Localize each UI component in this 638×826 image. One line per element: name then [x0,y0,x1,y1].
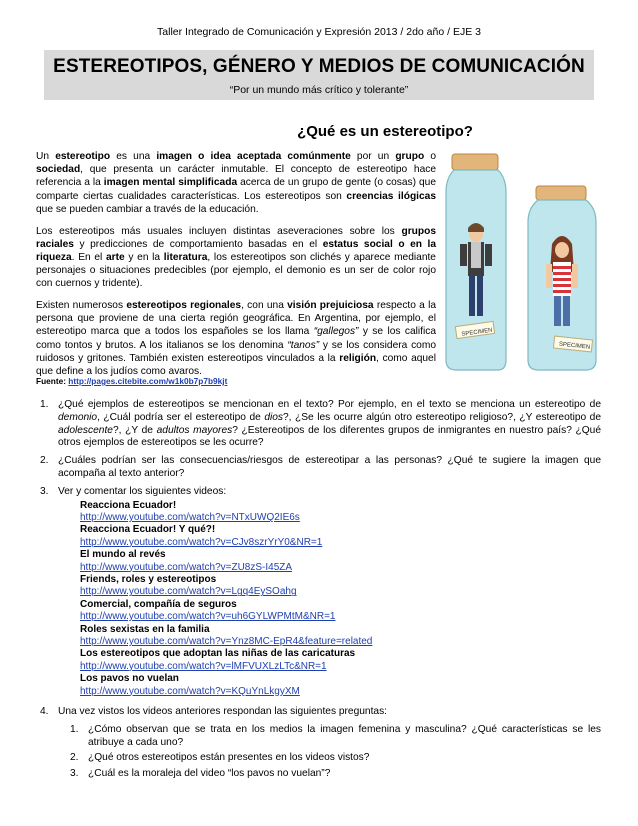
text-run: estereotipos regionales [126,300,242,312]
text-run: es una [110,151,157,162]
text-run: y se los considera como ruidosos y gritones. También existen estereotipos vinculados a la [36,339,436,364]
text-run: acerca de un grupo de gente (o cosas) que comparte ciertas cualidades características. Los estereotipos son [36,177,436,202]
sub-question-number: 3. [70,768,79,780]
video-item [80,500,601,525]
text-run: dios [264,411,284,423]
text-run: Un [36,151,56,162]
sub-question-3 [66,768,601,781]
text-run: Los estereotipos más usuales incluyen distintas aseveraciones sobre los [36,225,402,237]
text-run: demonio [58,411,98,423]
text-run: , ¿Cuál podría ser el estereotipo de [97,411,265,423]
text-run: ¿Qué ejemplos de estereotipos se mencionan en el texto? Por ejemplo, en el texto se menciona un estereotipo de [58,399,601,410]
text-run: arte [105,251,125,263]
text-run: ?, ¿Y de [112,424,157,436]
question-1-text [58,399,601,448]
text-run: ? ¿Estereotipos de los diferentes grupos de inmigrantes en nuestro país? ¿Qué otros ejemplos de estereotipos se les ocurre? [58,424,602,449]
intro-text [36,150,436,387]
questions-list [36,399,601,781]
text-run: sociedad [36,164,81,176]
sub-question-number: 2. [70,752,79,764]
text-run: adolescente [58,424,113,436]
text-run: literatura [163,251,208,263]
text-run: adultos mayores [156,424,233,436]
video-link[interactable]: http://www.youtube.com/watch?v=ZU8zS-I45ZA [80,561,293,573]
question-number: 4. [40,706,49,718]
question-4 [36,706,601,719]
sub-question-2 [66,752,601,765]
source-link[interactable]: http://pages.citebite.com/w1k0b7p7b9kjt [68,376,228,386]
text-run: por un [350,151,396,162]
video-title: Los estereotipos que adoptan las niñas de las caricaturas [80,648,356,660]
text-run: ?, ¿Se les ocurre algún otro estereotipo religioso?, ¿Y estereotipo de [283,411,601,423]
video-link[interactable]: http://www.youtube.com/watch?v=lMFVUXLzLTc&NR=1 [80,660,327,672]
document-title: ESTEREOTIPOS, GÉNERO Y MEDIOS DE COMUNICACIÓN [53,56,585,77]
sub-question-1 [66,724,601,750]
question-3-text: Ver y comentar los siguientes videos: [58,485,227,497]
text-run: , como aquel que define a los judíos como avaros. [36,352,436,378]
video-title: Friends, roles y estereotipos [80,574,217,586]
video-title: Reacciona Ecuador! [80,499,177,511]
left-jar-label: SPECIMEN [461,327,494,338]
running-header: Taller Integrado de Comunicación y Expresión 2013 / 2do año / EJE 3 [157,26,481,38]
video-title: Los pavos no vuelan [80,673,179,685]
question-number: 2. [40,455,49,467]
intro-paragraph-1 [36,150,436,216]
text-run: respecto a la persona que proviene de una cierta región geográfica. En Argentina, por ejemplo, el estereotipo marca que a todos los españoles se los llama [36,300,437,338]
video-item [80,524,601,549]
video-item [80,673,601,698]
text-run: y predicciones de comportamiento basadas en el [73,238,323,250]
section-heading [0,123,638,140]
section-heading-text: ¿Qué es un estereotipo? [297,123,473,140]
text-run: “gallegos” [313,326,359,338]
video-title: Roles sexistas en la familia [80,623,210,635]
text-run: y se los califica como tontos y brutos. A los italianos se los denomina [36,326,436,351]
text-run: , con una [241,300,288,312]
jars-illustration [440,148,600,378]
document-subtitle: “Por un mundo más crítico y tolerante” [229,84,409,96]
question-4-text: Una vez vistos los videos anteriores respondan las siguientes preguntas: [58,706,388,718]
text-run: creencias ilógicas [346,190,436,202]
right-jar-label: SPECIMEN [558,341,591,351]
video-link[interactable]: http://www.youtube.com/watch?v=NTxUWQ2IE6s [80,511,300,523]
question-2-text: ¿Cuáles podrían ser las consecuencias/riesgos de estereotipar a las personas? ¿Qué te sugiere la imagen que acompaña al texto anterior? [58,455,601,479]
sub-question-text: ¿Qué otros estereotipos están presentes en los videos vistos? [88,752,370,764]
video-link[interactable]: http://www.youtube.com/watch?v=KQuYnLkgyXM [80,685,300,697]
text-run: religión [339,352,377,364]
question-1 [36,399,601,450]
sub-question-text: ¿Cómo observan que se trata en los medios la imagen femenina y masculina? ¿Qué características se les atribuye a cada uno? [88,723,601,748]
video-item [80,648,601,673]
left-jar [446,154,506,370]
sub-question-text: ¿Cuál es la moraleja del video “los pavos no vuelan”? [88,768,331,780]
text-run: “tanos” [287,339,320,351]
text-run: Existen numerosos [36,300,127,312]
video-title: Comercial, compañía de seguros [80,598,237,610]
video-link[interactable]: http://www.youtube.com/watch?v=uh6GYLWPMtM&NR=1 [80,611,336,623]
video-link[interactable]: http://www.youtube.com/watch?v=Ynz8MC-EpR4&feature=related [80,636,373,648]
source-line [36,376,227,386]
text-run: y en la [124,251,164,263]
video-link[interactable]: http://www.youtube.com/watch?v=CJv8szrYrY0&NR=1 [80,536,323,548]
text-run: que se pueden cambiar a través de la educación. [36,203,259,215]
text-run: grupos raciales [36,225,436,250]
question-number: 1. [40,399,49,410]
intro-paragraph-2 [36,225,436,291]
video-item [80,574,601,599]
intro-paragraph-3 [36,299,436,378]
text-run: grupo [395,151,425,162]
text-run: imagen mental simplificada [103,177,238,189]
text-run: o [424,151,436,162]
question-3 [36,486,601,698]
text-run: , los estereotipos son clichés y aparece mediante personajes o situaciones predecibles (por ejemplo, el demonio es un ser de color rojo con cuernos y tridente). [36,251,436,290]
video-list [80,500,601,699]
title-banner [44,50,594,100]
right-jar [528,186,596,370]
source-label: Fuente: [36,376,69,386]
text-run: imagen o idea aceptada comúnmente [156,151,351,162]
video-item [80,549,601,574]
video-title: El mundo al revés [80,549,166,561]
question-number: 3. [40,485,49,497]
video-title: Reacciona Ecuador! Y qué?! [80,524,216,536]
video-link[interactable]: http://www.youtube.com/watch?v=Lgq4EySOahg [80,586,297,598]
text-run: , que presenta un carácter inmutable. El concepto de estereotipo hace referencia a la [36,164,436,189]
text-run: estatus social o en la riqueza [36,238,437,263]
question-2 [36,455,601,481]
text-run: . En el [71,251,106,263]
text-run: estereotipo [55,151,111,162]
text-run: visión prejuiciosa [287,300,374,312]
video-item [80,624,601,649]
video-item [80,599,601,624]
sub-question-number: 1. [70,723,79,735]
